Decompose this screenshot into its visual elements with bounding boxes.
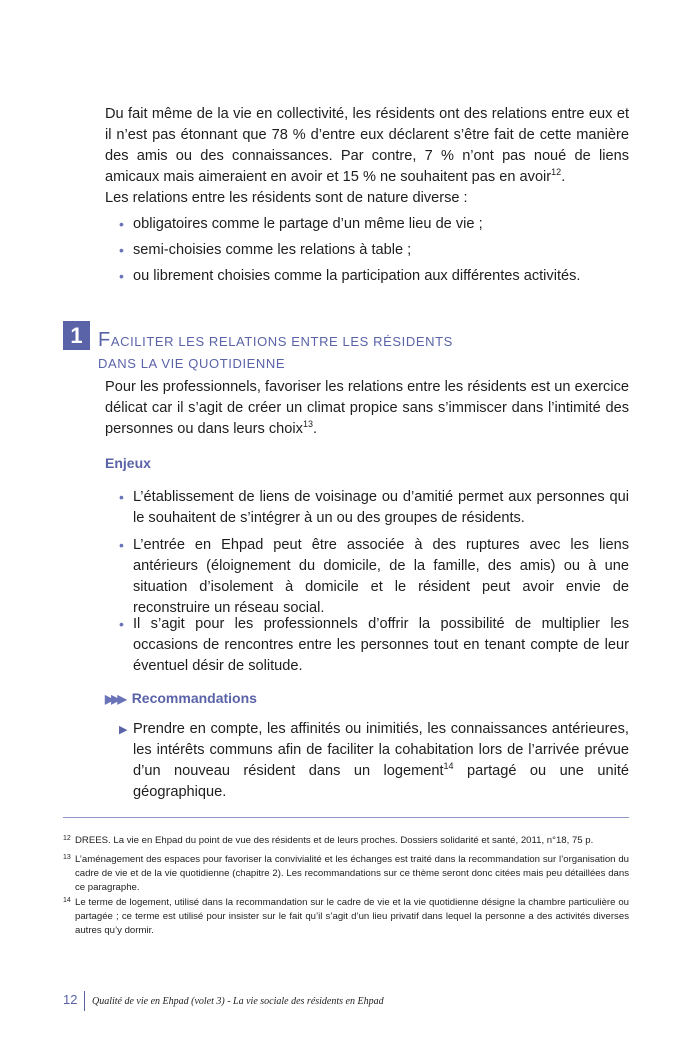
section-number-badge: 1 xyxy=(63,321,90,350)
section-paragraph-end: . xyxy=(312,421,318,437)
footnote-text: L’aménagement des espaces pour favoriser la convivialité et les échanges est traité dans la recommandation sur l’organisation du cadre de vie et de la vie quotidienne (chapitre 2). Les recommandations sur ce thème seront donc citées mais peu détaillées dans ce paragraphe. xyxy=(75,854,629,893)
intro-paragraph xyxy=(105,104,629,188)
list-item-text: semi-choisies comme les relations à table ; xyxy=(133,242,412,258)
list-item-text: ou librement choisies comme la participation aux différentes activités. xyxy=(133,268,581,284)
bullet-icon: • xyxy=(119,242,124,258)
footnote-divider xyxy=(63,817,629,818)
footer-separator xyxy=(84,991,85,1011)
bullet-icon: • xyxy=(119,216,124,232)
triple-arrow-icon: ▶▶▶ xyxy=(105,692,124,706)
section-title-line-2 xyxy=(98,352,285,373)
bullet-icon: • xyxy=(119,268,124,284)
relations-intro: Les relations entre les résidents sont de nature diverse : xyxy=(105,190,468,206)
footnote-ref-12[interactable]: 12 xyxy=(551,167,562,178)
recommendation-end: partagé ou une unité géographique. xyxy=(133,763,629,800)
footnote-ref-13[interactable]: 13 xyxy=(302,419,313,430)
footnote-number: 14 xyxy=(63,897,71,904)
recommandations-label: Recommandations xyxy=(131,690,257,706)
footnote-number: 13 xyxy=(63,854,71,861)
list-item-text: Il s’agit pour les professionnels d’offrir la possibilité de multiplier les occasions de rencontres entre les personnes tout en tenant compte de leur éventuel désir de solitude. xyxy=(133,616,629,674)
footnote-text: DREES. La vie en Ehpad du point de vue des résidents et de leurs proches. Dossiers solidarité et santé, 2011, n°18, 75 p. xyxy=(75,835,594,846)
triangle-bullet-icon: ▶ xyxy=(119,724,128,736)
page-number: 12 xyxy=(63,992,78,1007)
footnote-ref-14[interactable]: 14 xyxy=(443,761,454,772)
section-title-rest: ACILITER LES RELATIONS ENTRE LES RÉSIDENTS xyxy=(110,334,453,349)
bullet-icon: • xyxy=(119,616,124,632)
section-title-line-1 xyxy=(98,327,453,354)
footnote-number: 12 xyxy=(63,835,71,842)
list-item-text: L’entrée en Ehpad peut être associée à des ruptures avec les liens antérieurs (éloignement du domicile, de la famille, des amis) ou à une situation d’isolement à domicile et le résident peut avoir envie de reconstruire un réseau social. xyxy=(133,537,629,616)
footnote-text: Le terme de logement, utilisé dans la recommandation sur le cadre de vie et la vie quotidienne désigne la chambre particulière ou partagée ; ce terme est utilisé pour insister sur le fait qu’il s’agit d’un lieu privatif dans lequel la personne a des activités diverses autres qu’y dormir. xyxy=(75,897,629,936)
section-paragraph-text: Pour les professionnels, favoriser les relations entre les résidents est un exercice délicat car il s’agit de créer un climat propice sans s’immiscer dans l’intimité des personnes ou dans leurs choix xyxy=(105,379,629,437)
recommandations-heading xyxy=(105,688,257,709)
intro-paragraph-end: . xyxy=(561,169,566,185)
bullet-icon: • xyxy=(119,489,124,505)
bullet-icon: • xyxy=(119,537,124,553)
recommendation-main: Prendre en compte, les affinités ou inimitiés, les connaissances antérieures, les intérêts communs afin de faciliter la cohabitation lors de l’arrivée prévue d’un nouveau résident dans un logement xyxy=(133,721,629,779)
list-item-text: obligatoires comme le partage d’un même lieu de vie ; xyxy=(133,216,483,232)
section-title-second-line: DANS LA VIE QUOTIDIENNE xyxy=(98,356,286,371)
section-paragraph xyxy=(105,377,629,440)
section-title-initial: F xyxy=(98,329,111,351)
running-head: Qualité de vie en Ehpad (volet 3) - La vie sociale des résidents en Ehpad xyxy=(92,996,384,1007)
list-item-text: L’établissement de liens de voisinage ou d’amitié permet aux personnes qui le souhaitent de s’intégrer à un ou des groupes de résidents. xyxy=(133,489,629,526)
intro-paragraph-text: Du fait même de la vie en collectivité, les résidents ont des relations entre eux et il n’est pas étonnant que 78 % d’entre eux déclarent s’être fait de cette manière des amis ou des connaissances. Par contre, 7 % n’ont pas noué de liens amicaux mais aimeraient en avoir et 15 % ne souhaitent pas en avoir xyxy=(105,106,629,185)
recommendation-text xyxy=(133,719,629,803)
enjeux-heading: Enjeux xyxy=(105,455,151,471)
